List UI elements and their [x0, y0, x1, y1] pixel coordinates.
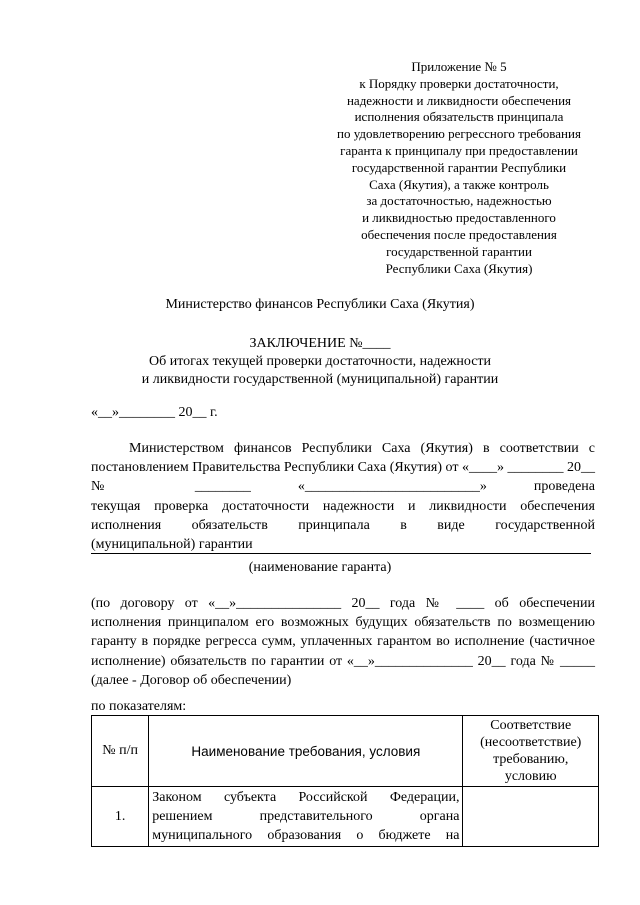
paragraph-line: (муниципальной) гарантии [91, 537, 253, 553]
paragraph-line: исполнения обязательств принципала в виде государственной [91, 517, 595, 533]
conclusion-title: ЗАКЛЮЧЕНИЕ №____ [249, 336, 391, 351]
paragraph-intro [91, 439, 595, 554]
paragraph-agreement: (по договору от «__»_______________ 20__ года № ____ об обеспечении исполнения принципалом его возможных будущих обязательств по возмещению гаранту в порядке регресса сумм, уплаченных гарантом во исполнение (частичное исполнение) обязательств по гарантии от «__»______________ 20__ года № _____ (далее - Договор об обеспечении) [91, 596, 595, 688]
guarantor-caption: (наименование гаранта) [248, 560, 392, 575]
annex-line: исполнения обязательств принципала [354, 109, 564, 125]
paragraph-line: постановлением Правительства Республики Саха (Якутия) от «____» ________ 20__ № ________ «_________________________» проведена [91, 460, 595, 495]
annex-line: обеспечения после предоставления [361, 226, 557, 242]
row-compliance[interactable] [463, 787, 599, 847]
ministry-name: Министерство финансов Республики Саха (Якутия) [165, 297, 475, 312]
row-requirement: Законом субъекта Российской Федерации, решением представительного органа муниципального образования о бюджете на [149, 787, 463, 847]
indicators-label: по показателям: [91, 699, 187, 714]
table-header-row [92, 716, 599, 787]
table-row [92, 787, 599, 847]
annex-line: надежности и ликвидности обеспечения [346, 92, 572, 108]
conclusion-subtitle-line: Об итогах текущей проверки достаточности, надежности [148, 354, 492, 369]
row-num: 1. [92, 787, 149, 847]
annex-line: гаранта к принципалу при предоставлении [340, 142, 578, 158]
annex-line: государственной гарантии [386, 243, 532, 259]
annex-line: по удовлетворению регрессного требования [337, 126, 581, 142]
annex-line: Саха (Якутия), а также контроль [369, 176, 549, 192]
conclusion-subtitle-line: и ликвидности государственной (муниципальной) гарантии [141, 372, 499, 387]
annex-header [320, 59, 598, 277]
paragraph-line: Министерством финансов Республики Саха (Якутия) в соответствии с [129, 441, 595, 456]
annex-line: за достаточностью, надежностью [366, 193, 552, 209]
annex-line: Республики Саха (Якутия) [385, 260, 533, 276]
requirements-table [91, 715, 599, 847]
date-line: «__»________ 20__ г. [91, 405, 218, 420]
header-num: № п/п [92, 716, 149, 787]
annex-line: к Порядку проверки достаточности, [359, 75, 559, 91]
annex-line: Приложение № 5 [411, 59, 507, 74]
guarantor-name-line [91, 553, 591, 554]
annex-line: государственной гарантии Республики [351, 159, 567, 175]
header-compliance: Соответствие (несоответствие) требованию, условию [463, 716, 599, 787]
header-requirement: Наименование требования, условия [149, 716, 463, 787]
paragraph-line: текущая проверка достаточности надежности и ликвидности обеспечения [91, 498, 595, 514]
annex-line: и ликвидностью предоставленного [362, 210, 556, 226]
conclusion-subtitle [0, 353, 640, 389]
